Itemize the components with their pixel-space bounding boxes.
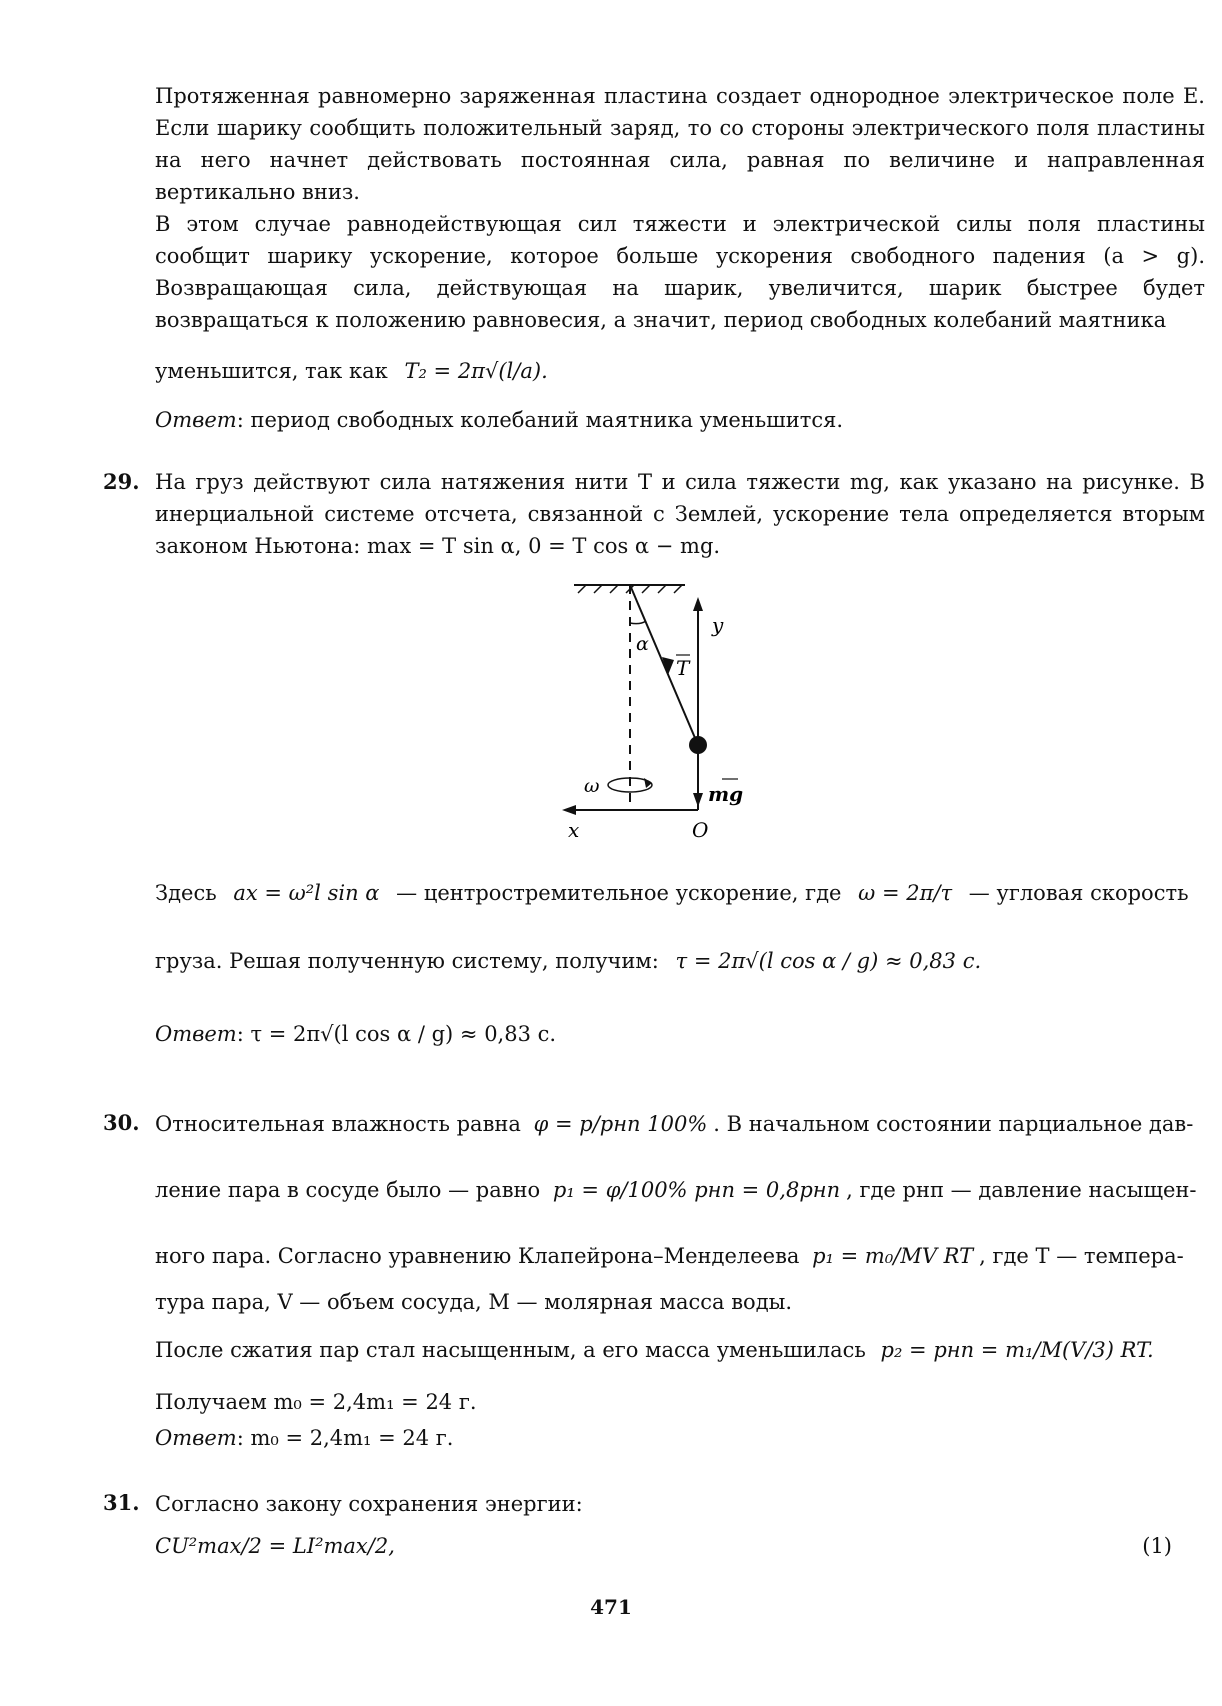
block29-text <box>155 466 1205 562</box>
answer-text: : период свободных колебаний маятника уменьшится. <box>236 408 844 432</box>
answer-label: Ответ <box>155 1022 237 1046</box>
alpha-label: α <box>636 633 649 655</box>
centripetal-formula: ax = ω²l sin α <box>233 881 380 905</box>
humidity-text-2: . В начальном состоянии парциальное дав- <box>713 1112 1194 1136</box>
answer-text: : τ = 2π√(l cos α / g) ≈ 0,83 с. <box>236 1022 557 1046</box>
pressure-text-2: , где pнп — давление насыщен- <box>846 1178 1197 1202</box>
compression-formula: p₂ = pнп = m₁/M(V/3) RT. <box>880 1338 1154 1362</box>
block30-line2 <box>155 1174 1205 1206</box>
block30-line5 <box>155 1334 1205 1366</box>
pressure-formula: p₁ = φ/100% pнп = 0,8pнп <box>552 1178 841 1202</box>
block30-line3 <box>155 1240 1205 1272</box>
block28-formula: T₂ = 2π√(l/a). <box>404 359 548 383</box>
block28-line <box>155 355 1205 387</box>
y-axis-label: y <box>712 613 724 637</box>
mg-label: mg <box>708 782 744 806</box>
here-word: Здесь <box>155 881 217 905</box>
block31-text: Согласно закону сохранения энергии: <box>155 1492 583 1516</box>
block29-answer <box>155 1018 1205 1050</box>
pressure-text: ление пара в сосуде было — равно <box>155 1178 541 1202</box>
block29-line2 <box>155 877 1205 909</box>
tension-label: T <box>676 656 690 680</box>
block29-p1: На груз действуют сила натяжения нити T и сила тяжести mg, как указано на рисунке. В инерциальной системе отсчета, связанной с Землей, ускорение тела определяется вторым законом Ньютона: max = T sin α, 0 = T cos α − mg. <box>155 470 1205 558</box>
block30-line4: тура пара, V — объем сосуда, M — молярная масса воды. <box>155 1290 793 1314</box>
block28-p1: Протяженная равномерно заряженная пластина создает однородное электрическое поле E. Если шарику сообщить положительный заряд, то со стороны электрического поля пластины на него начнет действовать постоянная сила, равная по величине и направленная вертикально вниз. <box>155 84 1205 204</box>
tau-formula: τ = 2π√(l cos α / g) ≈ 0,83 с. <box>675 949 982 973</box>
answer-label: Ответ <box>155 1426 237 1450</box>
block28-p3: уменьшится, так как <box>155 359 388 383</box>
clapeyron-text-2: , где T — темпера- <box>979 1244 1184 1268</box>
energy-formula: CU²max/2 = LI²max/2, <box>155 1534 395 1558</box>
block29-line3 <box>155 945 1205 977</box>
humidity-formula: φ = p/pнп 100% <box>533 1112 708 1136</box>
omega-formula: ω = 2π/τ <box>858 881 953 905</box>
omega-label: ω <box>584 775 600 797</box>
block28-p2: В этом случае равнодействующая сил тяжести и электрической силы поля пластины сообщит шарику ускорение, которое больше ускорения свободного падения (a > g). Возвращающая сила, действующая на шарик, увеличится, шарик быстрее будет возвращаться к положению равновесия, а значит, период свободных колебаний маятника <box>155 212 1205 332</box>
page-number: 471 <box>590 1595 632 1619</box>
block28-text <box>155 80 1205 336</box>
block28-answer <box>155 404 1205 436</box>
humidity-text: Относительная влажность равна <box>155 1112 521 1136</box>
x-axis-label: x <box>568 818 580 842</box>
problem-number-30: 30. <box>103 1110 140 1135</box>
angular-velocity-desc: — угловая скорость <box>968 881 1189 905</box>
centripetal-desc: — центростремительное ускорение, где <box>396 881 842 905</box>
problem-number-29: 29. <box>103 469 140 494</box>
clapeyron-formula: p₁ = m₀/MV RT <box>812 1244 974 1268</box>
clapeyron-text: ного пара. Согласно уравнению Клапейрона–Менделеева <box>155 1244 800 1268</box>
block30-line6: Получаем m₀ = 2,4m₁ = 24 г. <box>155 1390 477 1414</box>
equation-number: (1) <box>1142 1534 1172 1558</box>
solve-text: груза. Решая полученную систему, получим: <box>155 949 659 973</box>
answer-text: : m₀ = 2,4m₁ = 24 г. <box>236 1426 454 1450</box>
pendulum-figure <box>540 575 770 845</box>
block30-line1 <box>155 1108 1205 1140</box>
compression-text: После сжатия пар стал насыщенным, а его масса уменьшилась <box>155 1338 866 1362</box>
origin-label: O <box>692 818 709 842</box>
problem-number-31: 31. <box>103 1490 140 1515</box>
block30-answer <box>155 1422 1205 1454</box>
answer-label: Ответ <box>155 408 237 432</box>
